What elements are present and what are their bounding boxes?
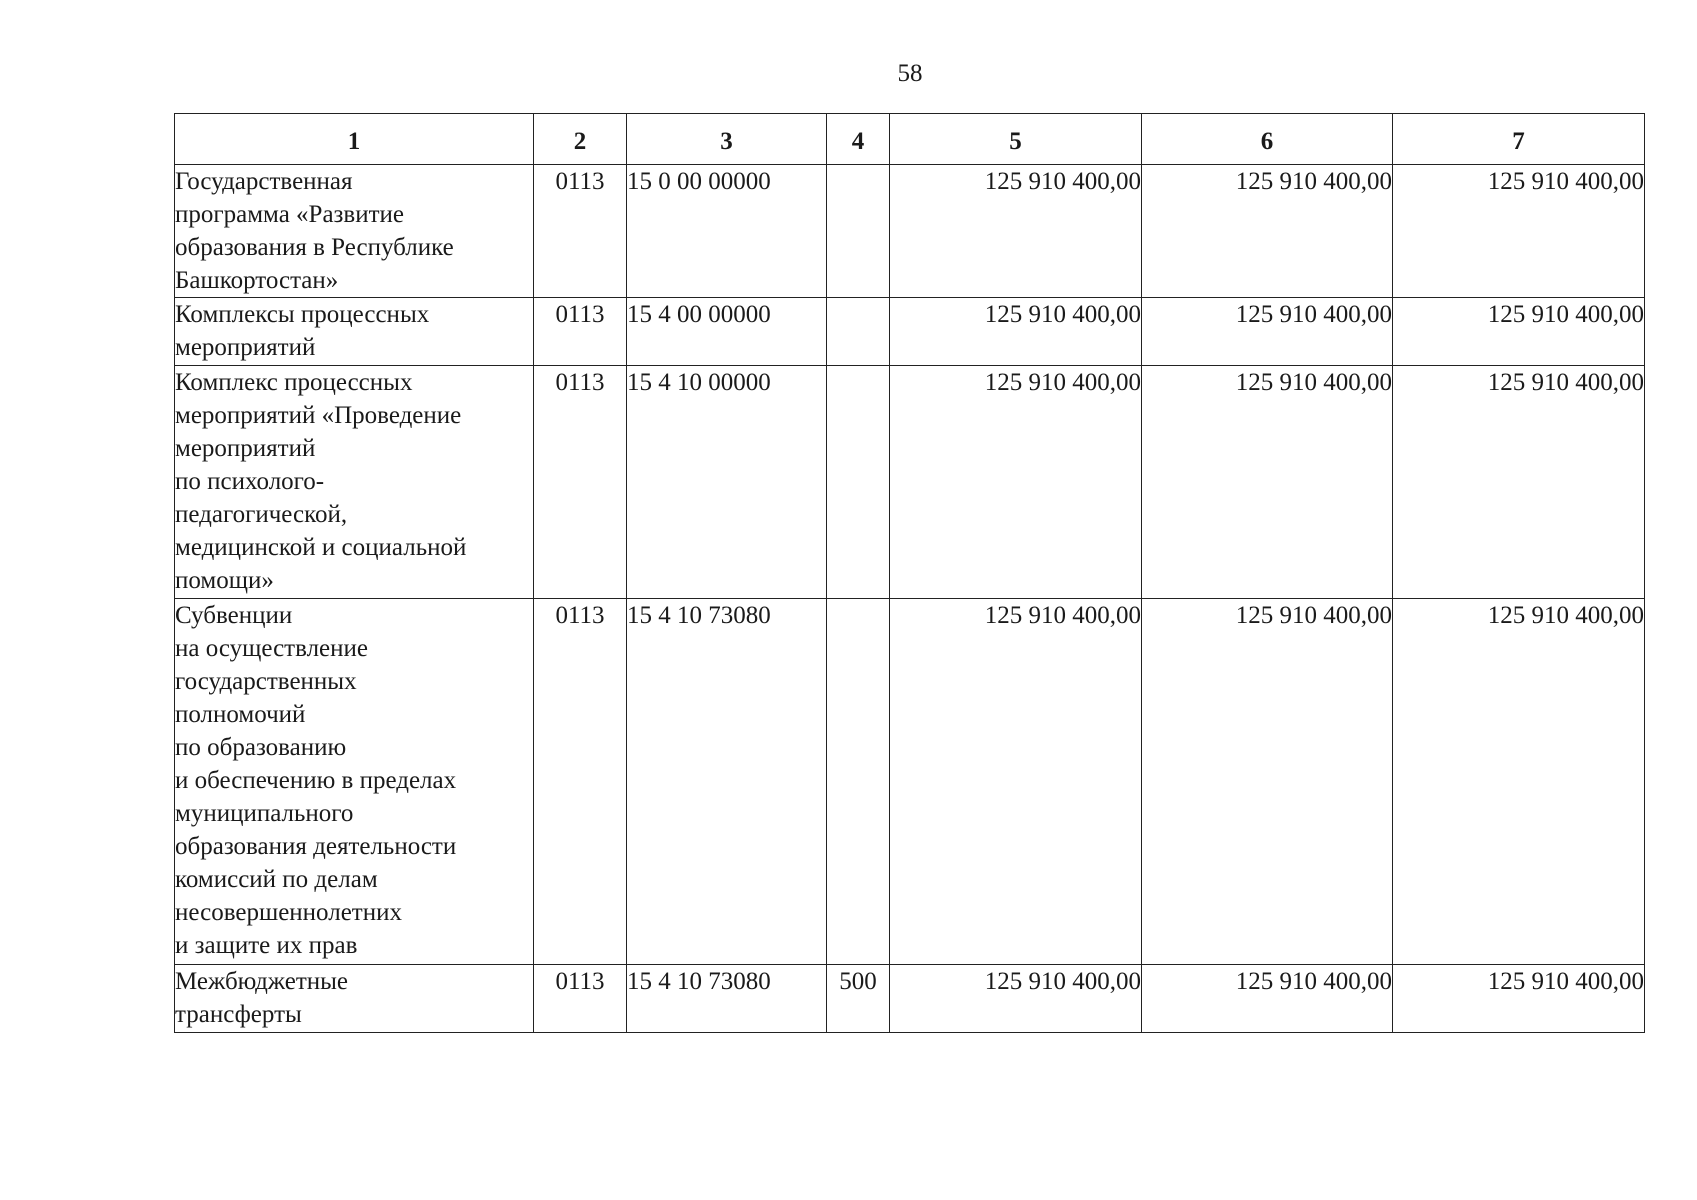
target-code-cell: 15 4 10 73080 (627, 599, 827, 965)
section-code-cell: 0113 (534, 165, 627, 298)
row-name-line: комиссий по делам (175, 866, 378, 893)
amount-cell: 125 910 400,00 (1142, 965, 1393, 1033)
expense-type-cell (827, 298, 890, 366)
row-name-line: помощи» (175, 567, 274, 594)
header-row (175, 114, 1645, 165)
amount-cell: 125 910 400,00 (1142, 366, 1393, 599)
row-name-line: мероприятий (175, 435, 316, 462)
amount-cell: 125 910 400,00 (1393, 965, 1645, 1033)
column-header: 7 (1393, 114, 1645, 165)
table-row (175, 965, 1645, 1033)
row-name-cell (175, 298, 534, 366)
target-code-cell: 15 4 10 73080 (627, 965, 827, 1033)
amount-cell: 125 910 400,00 (1393, 366, 1645, 599)
page-number: 58 (897, 60, 923, 87)
row-name-line: программа «Развитие (175, 201, 405, 228)
row-name-line: и защите их прав (175, 932, 358, 959)
row-name-line: Комплексы процессных (175, 301, 430, 328)
row-name-line: муниципального (175, 800, 354, 827)
budget-table (174, 113, 1645, 1033)
row-name-line: Башкортостан» (175, 267, 339, 294)
column-header: 4 (827, 114, 890, 165)
amount-cell: 125 910 400,00 (890, 599, 1142, 965)
column-header: 3 (627, 114, 827, 165)
table-row (175, 165, 1645, 298)
row-name-line: Субвенции (175, 602, 293, 629)
amount-cell: 125 910 400,00 (1142, 165, 1393, 298)
target-code-cell: 15 0 00 00000 (627, 165, 827, 298)
amount-cell: 125 910 400,00 (890, 965, 1142, 1033)
amount-cell: 125 910 400,00 (890, 366, 1142, 599)
section-code-cell: 0113 (534, 366, 627, 599)
row-name-cell (175, 599, 534, 965)
amount-cell: 125 910 400,00 (890, 298, 1142, 366)
column-header: 5 (890, 114, 1142, 165)
row-name-line: образования в Республике (175, 234, 454, 261)
expense-type-cell (827, 165, 890, 298)
row-name-line: педагогической, (175, 501, 348, 528)
expense-type-cell (827, 599, 890, 965)
row-name-line: Межбюджетные (175, 968, 349, 995)
amount-cell: 125 910 400,00 (1142, 599, 1393, 965)
section-code-cell: 0113 (534, 965, 627, 1033)
section-code-cell: 0113 (534, 599, 627, 965)
row-name-line: по психолого- (175, 468, 325, 495)
column-header: 2 (534, 114, 627, 165)
row-name-line: Государственная (175, 168, 353, 195)
expense-type-cell: 500 (827, 965, 890, 1033)
row-name-line: медицинской и социальной (175, 534, 467, 561)
row-name-line: несовершеннолетних (175, 899, 402, 926)
table-row (175, 366, 1645, 599)
row-name-line: на осуществление (175, 635, 369, 662)
amount-cell: 125 910 400,00 (1142, 298, 1393, 366)
row-name-cell (175, 965, 534, 1033)
column-header: 1 (175, 114, 534, 165)
expense-type-cell (827, 366, 890, 599)
row-name-line: по образованию (175, 734, 347, 761)
row-name-line: мероприятий «Проведение (175, 402, 462, 429)
row-name-line: трансферты (175, 1001, 302, 1028)
amount-cell: 125 910 400,00 (1393, 165, 1645, 298)
section-code-cell: 0113 (534, 298, 627, 366)
amount-cell: 125 910 400,00 (890, 165, 1142, 298)
row-name-line: и обеспечению в пределах (175, 767, 457, 794)
amount-cell: 125 910 400,00 (1393, 298, 1645, 366)
column-header: 6 (1142, 114, 1393, 165)
amount-cell: 125 910 400,00 (1393, 599, 1645, 965)
row-name-cell (175, 366, 534, 599)
row-name-line: мероприятий (175, 334, 316, 361)
row-name-line: Комплекс процессных (175, 369, 413, 396)
row-name-line: государственных (175, 668, 357, 695)
row-name-line: образования деятельности (175, 833, 457, 860)
target-code-cell: 15 4 00 00000 (627, 298, 827, 366)
table-row (175, 599, 1645, 965)
target-code-cell: 15 4 10 00000 (627, 366, 827, 599)
row-name-line: полномочий (175, 701, 306, 728)
table-row (175, 298, 1645, 366)
row-name-cell (175, 165, 534, 298)
